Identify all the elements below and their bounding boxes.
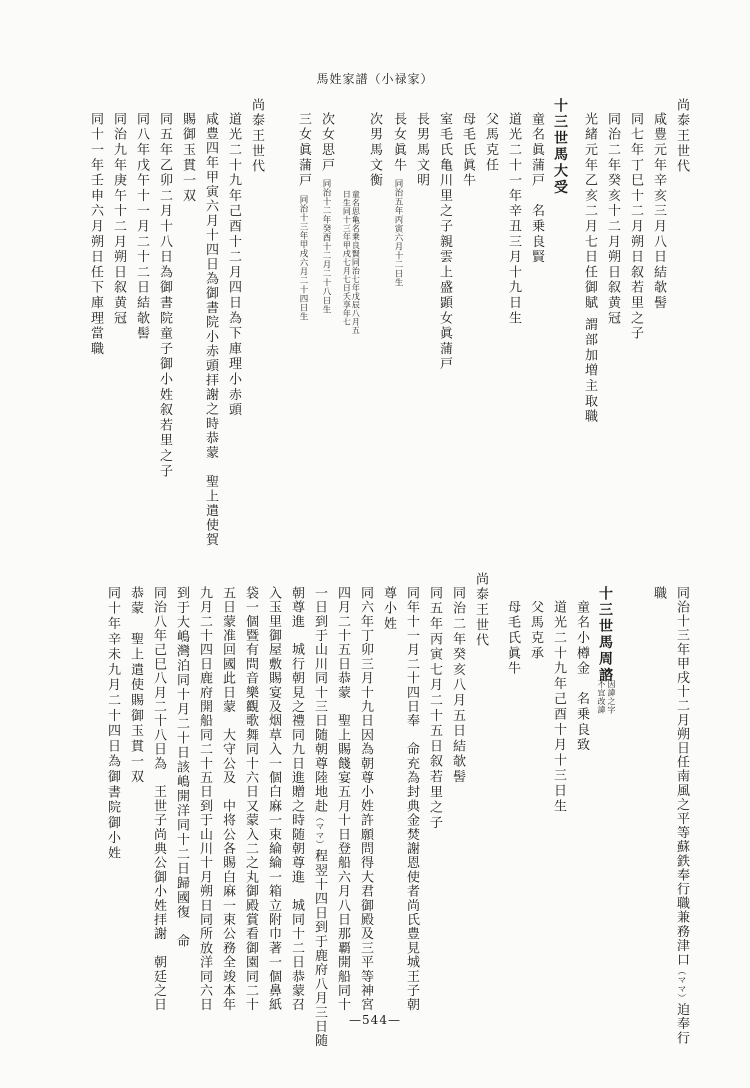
entry-line: 同治八年己巳八月二十八日為 王世子尚典公御小姓拝謝 朝廷之日	[151, 586, 166, 1012]
child-entry: 三女眞蒲戸同治十三年甲戌六月二十四日生	[296, 112, 311, 321]
annotation: 不宜改諱	[597, 680, 606, 714]
entry-line: 四月二十五日恭蒙 聖上賜餞宴五月十日登船六月八日那覇開船同十	[335, 586, 350, 1012]
entry-line: 賜御玉貫一双	[180, 112, 195, 204]
entry-line: 入玉里御屋敷賜宴及烟草入一個白麻一束綸綸一箱立附巾著一個鼻紙	[266, 586, 281, 1012]
entry-line: 咸豊元年辛亥三月八日結欹髻	[651, 112, 666, 311]
annotation: 因諱之字	[607, 680, 616, 714]
generation-title: 十三世馬周諮	[597, 586, 613, 684]
child-entry: 次男馬文衡	[367, 112, 382, 189]
entry-line: 童名眞蒲戸 名乗良賢	[529, 112, 544, 265]
entry-line: 職	[651, 586, 666, 602]
entry-line: 同五年乙卯二月十八日為御書院童子御小姓叙若里之子	[157, 112, 172, 480]
reign-heading: 尚泰王世代	[473, 572, 488, 649]
reign-heading: 尚泰王世代	[674, 98, 689, 175]
entry-line: 恭蒙 聖上遣使賜御玉貫一双	[128, 586, 143, 785]
generation-title: 十三世馬大受	[552, 98, 568, 196]
entry-line: 九月二十四日鹿府開船同二十五日到于山川十月朔日同所放洋同六日	[197, 586, 212, 1012]
entry-line: 朝尊進 城行朝見之禮同九日進贈之時随朝尊進 城同十二日恭蒙召	[289, 586, 304, 1012]
entry-line: 童名小樽金 名乗良致	[574, 600, 589, 753]
entry-line: 到于大嶋灣泊同十月二十日該嶋開洋同十二日歸國復 命	[174, 586, 189, 949]
reign-heading: 尚泰王世代	[249, 98, 264, 175]
entry-line: 同十年辛未九月二十四日為御書院御小姓	[105, 586, 120, 862]
entry-line: 道光二十九年己酉十月十三日生	[551, 600, 566, 815]
entry-line: 同治九年庚午十二月朔日叙黄冠	[111, 112, 126, 327]
entry-line: 同治二年癸亥八月五日結欹髻	[450, 586, 465, 785]
entry-line: 咸豊四年甲寅六月十四日為御書院小赤頭拝謝之時恭蒙 聖上遣使賀	[203, 112, 218, 547]
entry-line: 光緒元年乙亥二月七日任御賦 謂部加増主取職	[582, 112, 597, 425]
annotation: 日生同十三年甲戌七月七日夭享年七	[342, 190, 352, 326]
entry-line: 尊小姓	[381, 586, 396, 632]
entry-line: 父馬克任	[483, 112, 498, 174]
entry-line: 同年十一月二十四日奉 命充為封典金焚謝恩使者尚氏豊見城王子朝	[404, 586, 419, 1012]
child-entry: 長女眞牛同治五年丙寅六月十二日生	[391, 112, 406, 288]
entry-line: 長男馬文明	[414, 112, 429, 189]
entry-line: 室毛氏亀川里之子親雲上盛顕女眞蒲戸	[437, 112, 452, 373]
entry-line: 同六年丁卯三月十九日因為朝尊小姓許願問得大君御殿及三平等神宮	[358, 586, 373, 1012]
entry-line: 同治二年癸亥十二月朔日叙黄冠	[605, 112, 620, 327]
entry-line: 父馬克承	[528, 600, 543, 662]
entry-line: 五日蒙准回國此日蒙 大守公及 中将公各賜白麻一束公務全竣本年	[220, 586, 235, 1012]
child-entry: 次女思戸同治十二年癸酉十二月二十八日生	[319, 112, 334, 315]
entry-line: 同治十三年甲戌十二月朔日任南風之平等蘇鉄奉行職兼務津口（ママ）迫奉行	[674, 586, 689, 1046]
entry-line: 同十一年壬申六月朔日任下庫理當職	[88, 112, 103, 357]
entry-line: 母毛氏眞牛	[505, 600, 520, 677]
entry-line: 同五年丙寅七月二十五日叙若里之子	[427, 586, 442, 831]
entry-line: 道光二十一年辛丑三月十九日生	[506, 112, 521, 327]
entry-line: 同八年戊午十一月二十二日結欹髻	[134, 112, 149, 342]
page-header: 馬姓家譜（小禄家）	[316, 72, 434, 86]
annotation: 童名思亀名乗良賢同治七年戊辰八月五	[351, 190, 361, 335]
entry-line: 一日到于山川同十三日随朝尊陸地赴（ママ）程翌十四日到于鹿府八月三日随	[312, 586, 327, 1049]
entry-line: 袋一個暨有問音樂觀歌舞同十六日又蒙入二之丸御殿賞看御園同二十	[243, 586, 258, 1012]
entry-line: 道光二十九年己酉十二月四日為下庫理小赤頭	[226, 112, 241, 418]
entry-line: 同七年丁巳十二月朔日叙若里之子	[628, 112, 643, 342]
page-number: —544—	[349, 1013, 401, 1027]
entry-line: 母毛氏眞牛	[460, 112, 475, 189]
